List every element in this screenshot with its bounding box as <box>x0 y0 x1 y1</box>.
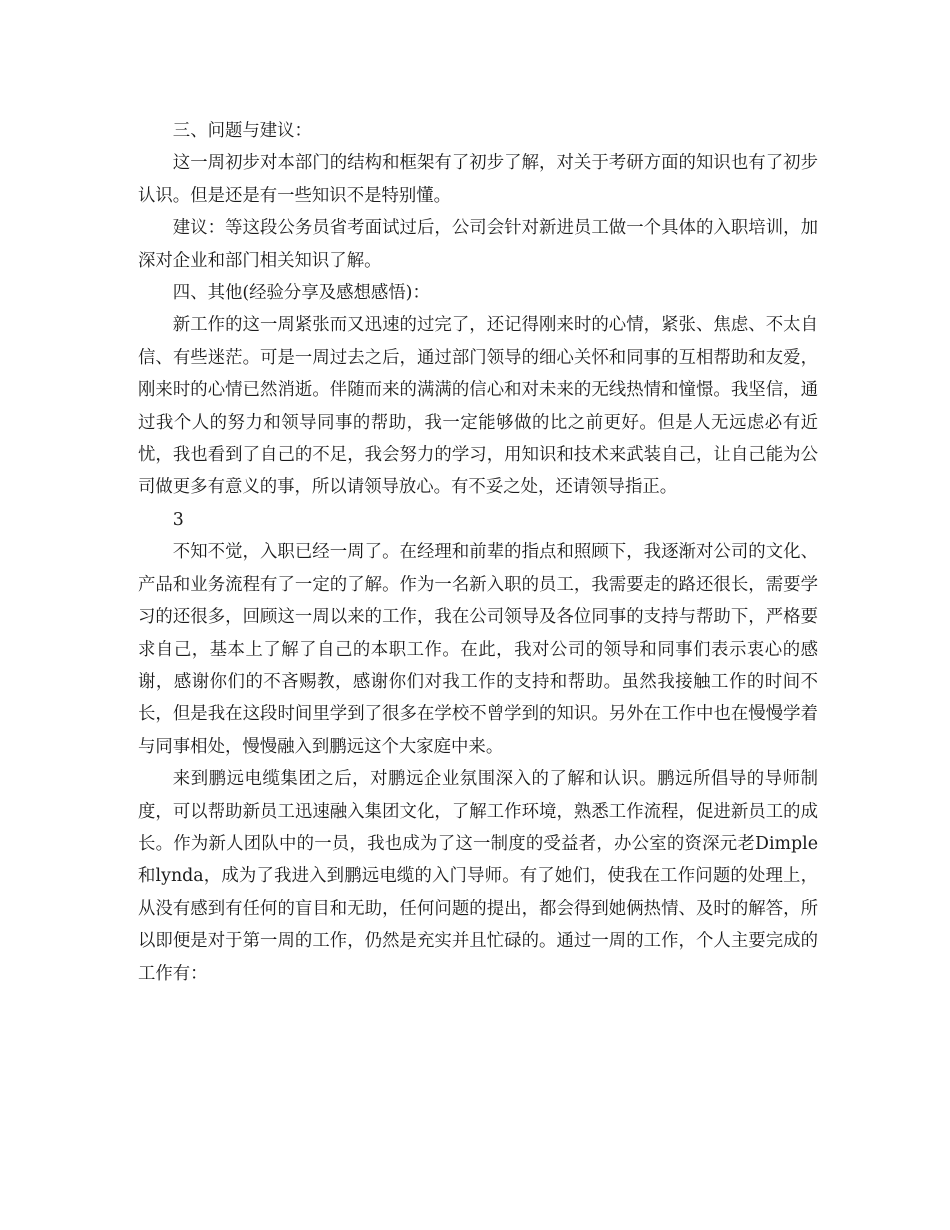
paragraph-reflection: 新工作的这一周紧张而又迅速的过完了，还记得刚来时的心情，紧张、焦虑、不太自信、有些迷茫。可是一周过去之后，通过部门领导的细心关怀和同事的互相帮助和友爱，刚来时的心情已然消逝。伴随而来的满满的信心和对未来的无线热情和憧憬。我坚信，通过我个人的努力和领导同事的帮助，我一定能够做的比之前更好。但是人无远虑必有近忧，我也看到了自己的不足，我会努力的学习，用知识和技术来武装自己，让自己能为公司做更多有意义的事，所以请领导放心。有不妥之处，还请领导指正。 <box>138 315 818 498</box>
section-heading-issues: 三、问题与建议： <box>172 121 312 141</box>
document-body <box>138 115 818 990</box>
paragraph-issues: 这一周初步对本部门的结构和框架有了初步了解，对关于考研方面的知识也有了初步认识。但是还是有一些知识不是特别懂。 <box>138 153 818 206</box>
section-heading-other: 四、其他(经验分享及感想感悟)： <box>172 283 430 304</box>
paragraph-first-week: 不知不觉，入职已经一周了。在经理和前辈的指点和照顾下，我逐渐对公司的文化、产品和业务流程有了一定的了解。作为一名新入职的员工，我需要走的路还很长，需要学习的还很多，回顾这一周以来的工作，我在公司领导及各位同事的支持与帮助下，严格要求自己，基本上了解了自己的本职工作。在此，我对公司的领导和同事们表示衷心的感谢，感谢你们的不吝赐教，感谢你们对我工作的支持和帮助。虽然我接触工作的时间不长，但是我在这段时间里学到了很多在学校不曾学到的知识。另外在工作中也在慢慢学着与同事相处，慢慢融入到鹏远这个大家庭中来。 <box>138 542 818 757</box>
paragraph-suggestion: 建议：等这段公务员省考面试过后，公司会针对新进员工做一个具体的入职培训，加深对企业和部门相关知识了解。 <box>138 218 818 271</box>
paragraph-mentor: 来到鹏远电缆集团之后，对鹏远企业氛围深入的了解和认识。鹏远所倡导的导师制度，可以帮助新员工迅速融入集团文化，了解工作环境，熟悉工作流程，促进新员工的成长。作为新人团队中的一员，我也成为了这一制度的受益者，办公室的资深元老Dimple和lynda，成为了我进入到鹏远电缆的入门导师。有了她们，使我在工作问题的处理上，从没有感到有任何的盲目和无助，任何问题的提出，都会得到她俩热情、及时的解答，所以即便是对于第一周的工作，仍然是充实并且忙碌的。通过一周的工作，个人主要完成的工作有： <box>138 769 818 984</box>
section-number: 3 <box>172 509 184 530</box>
